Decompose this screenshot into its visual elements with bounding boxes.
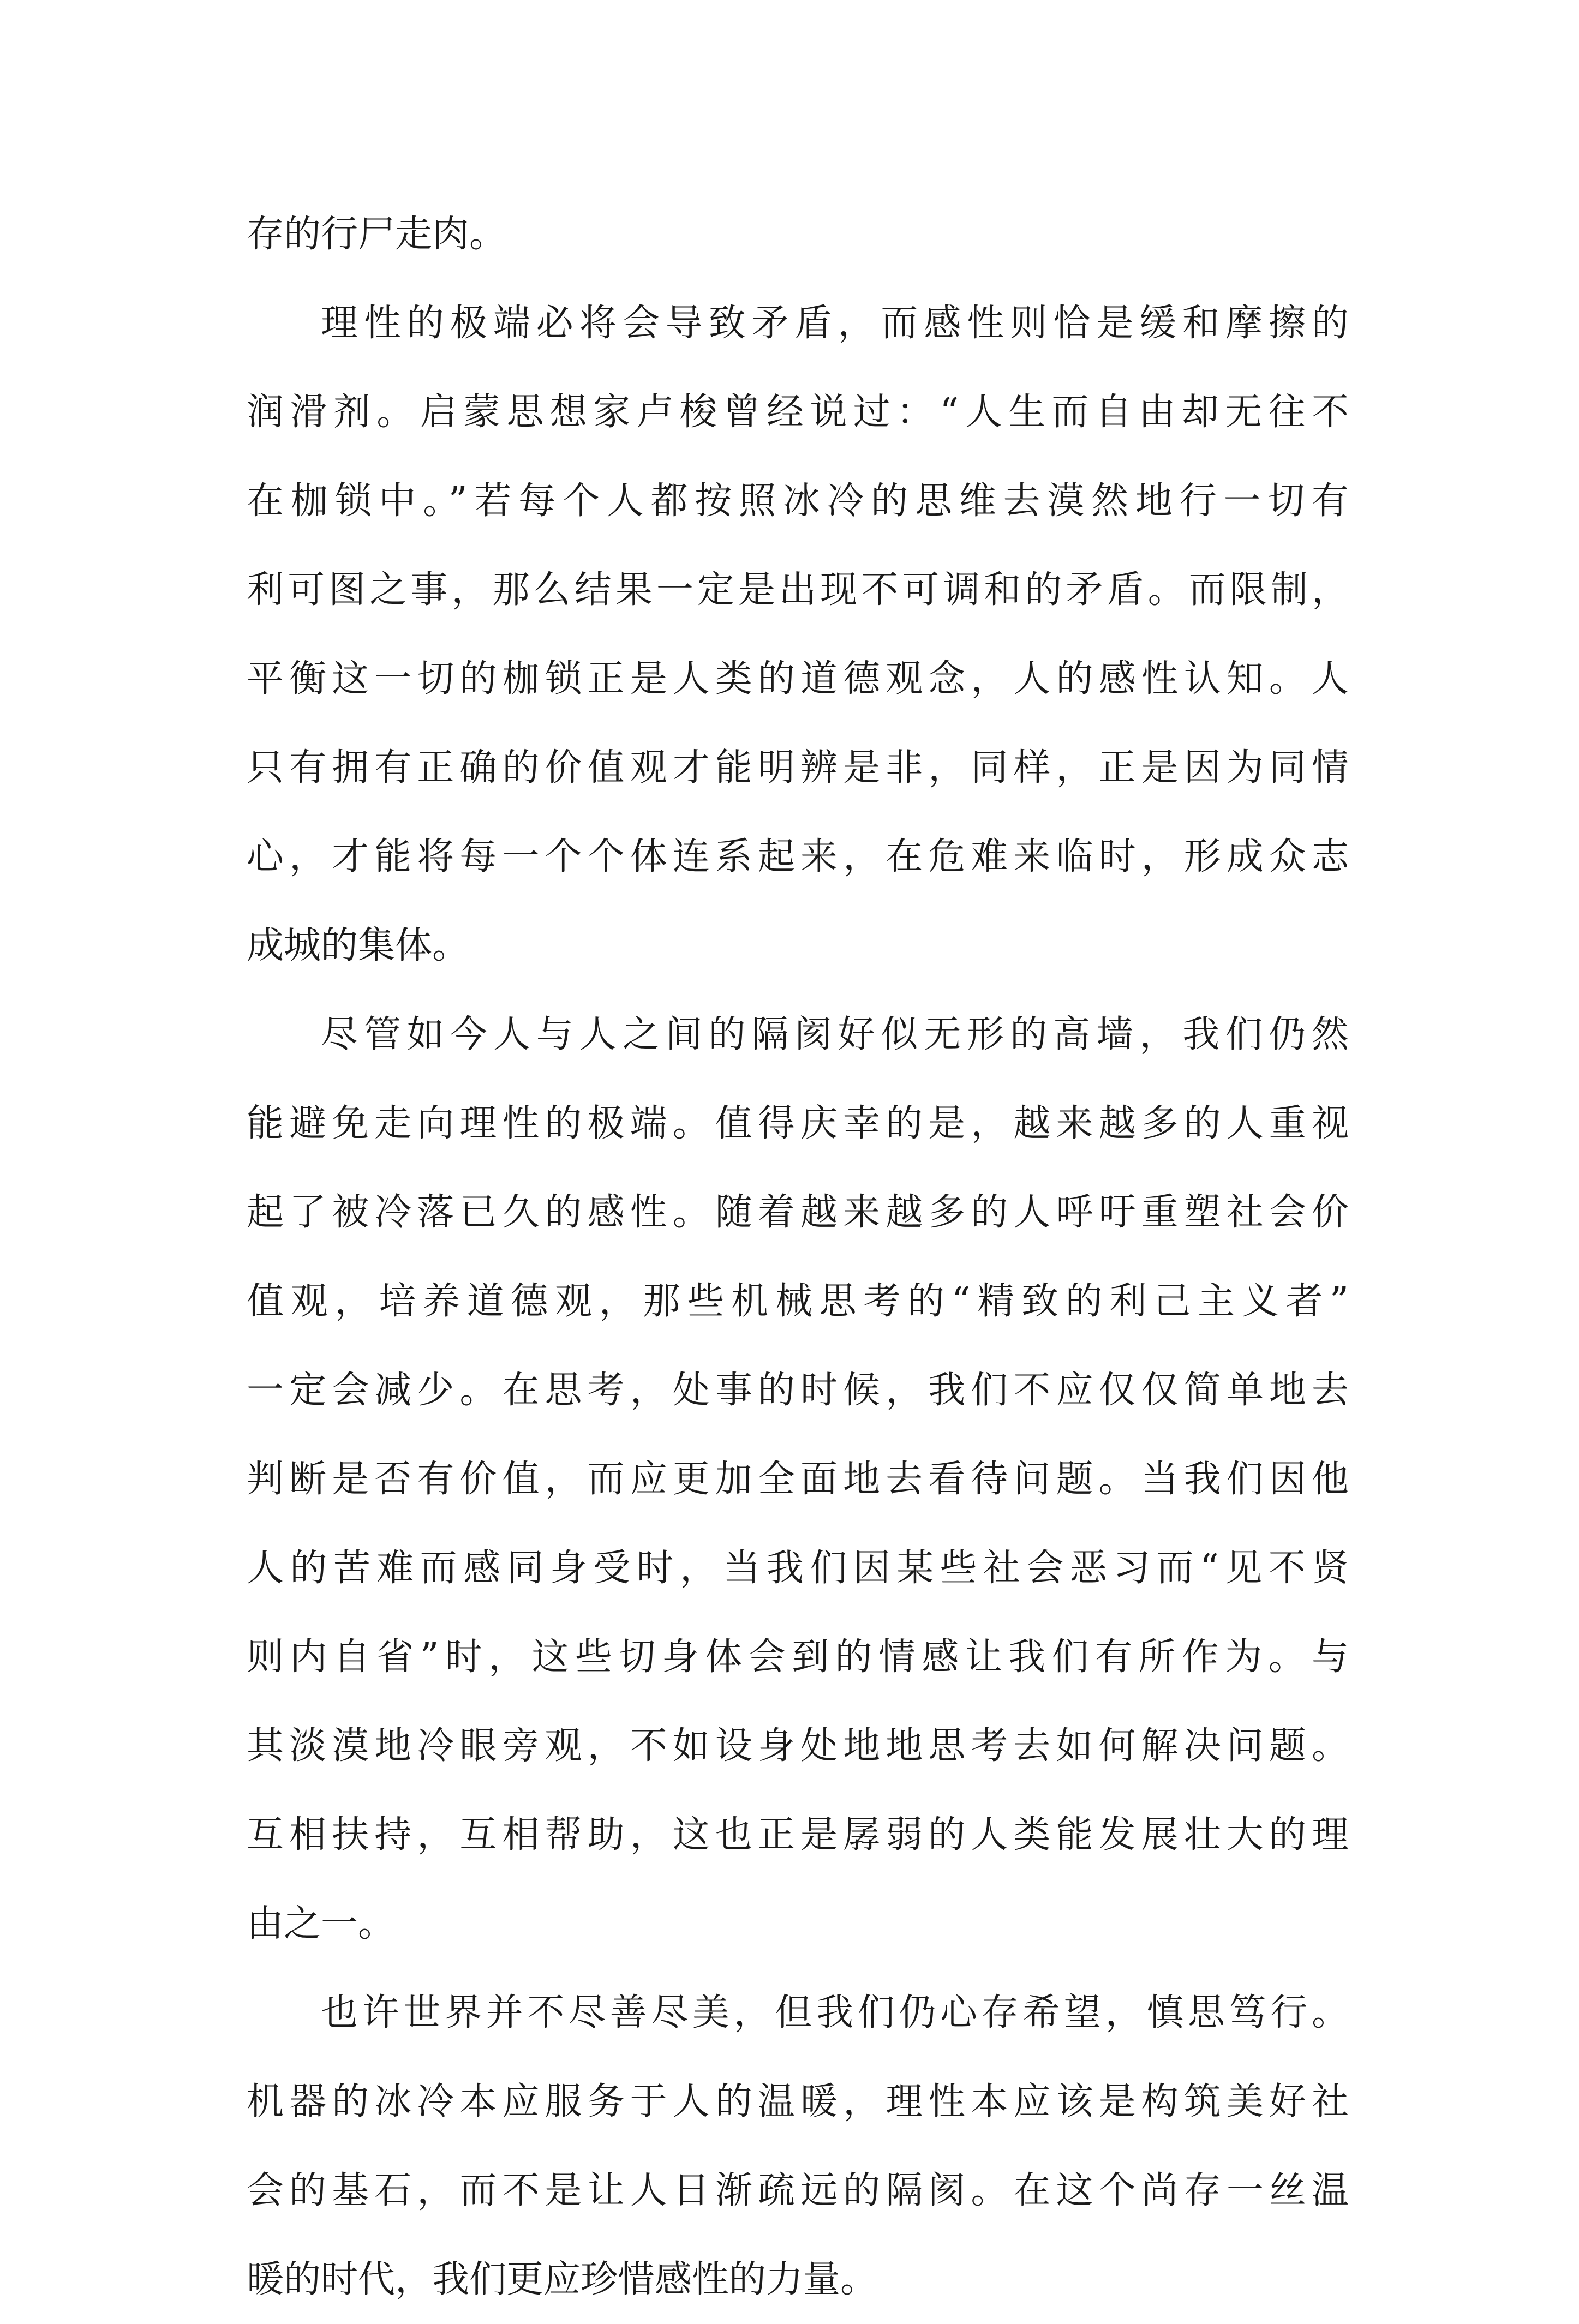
text-line: 存的行尸走肉。 [247,213,507,256]
text-line: 由之一。 [247,1902,396,1945]
paragraph-2 [247,279,1349,990]
text-line: 平衡这一切的枷锁正是人类的道德观念，人的感性认知。人 [247,657,1349,700]
text-line: 心，才能将每一个个体连系起来，在危难来临时，形成众志 [247,835,1349,878]
text-line: 判断是否有价值，而应更加全面地去看待问题。当我们因他 [247,1458,1349,1501]
text-line: 其淡漠地冷眼旁观，不如设身处地地思考去如何解决问题。 [247,1724,1349,1768]
text-line: 利可图之事，那么结果一定是出现不可调和的矛盾。而限制， [247,568,1349,612]
text-line: 起了被冷落已久的感性。随着越来越多的人呼吁重塑社会价 [247,1191,1349,1234]
text-line: 也许世界并不尽善尽美，但我们仍心存希望，慎思笃行。 [321,1991,1349,2034]
paragraph-1 [247,190,1349,279]
text-line: 只有拥有正确的价值观才能明辨是非，同样，正是因为同情 [247,746,1349,789]
text-line: 值观，培养道德观，那些机械思考的“精致的利己主义者” [247,1280,1349,1323]
paragraph-3 [247,990,1349,1968]
text-line: 机器的冰冷本应服务于人的温暖，理性本应该是构筑美好社 [247,2080,1349,2123]
text-line: 尽管如今人与人之间的隔阂好似无形的高墙，我们仍然 [321,1013,1349,1056]
essay-body [247,190,1349,2324]
text-line: 能避免走向理性的极端。值得庆幸的是，越来越多的人重视 [247,1102,1349,1145]
text-line: 会的基石，而不是让人日渐疏远的隔阂。在这个尚存一丝温 [247,2169,1349,2212]
text-line: 成城的集体。 [247,924,470,967]
text-line: 在枷锁中。”若每个人都按照冰冷的思维去漠然地行一切有 [247,480,1349,523]
text-line: 互相扶持，互相帮助，这也正是孱弱的人类能发展壮大的理 [247,1813,1349,1856]
text-line: 一定会减少。在思考，处事的时候，我们不应仅仅简单地去 [247,1369,1349,1412]
text-line: 则内自省”时，这些切身体会到的情感让我们有所作为。与 [247,1636,1349,1679]
paragraph-4 [247,1968,1349,2324]
text-line: 人的苦难而感同身受时，当我们因某些社会恶习而“见不贤 [247,1547,1349,1590]
text-line: 润滑剂。启蒙思想家卢梭曾经说过：“人生而自由却无往不 [247,391,1349,434]
text-line: 暖的时代，我们更应珍惜感性的力量。 [247,2258,878,2301]
text-line: 理性的极端必将会导致矛盾，而感性则恰是缓和摩擦的 [321,302,1349,345]
